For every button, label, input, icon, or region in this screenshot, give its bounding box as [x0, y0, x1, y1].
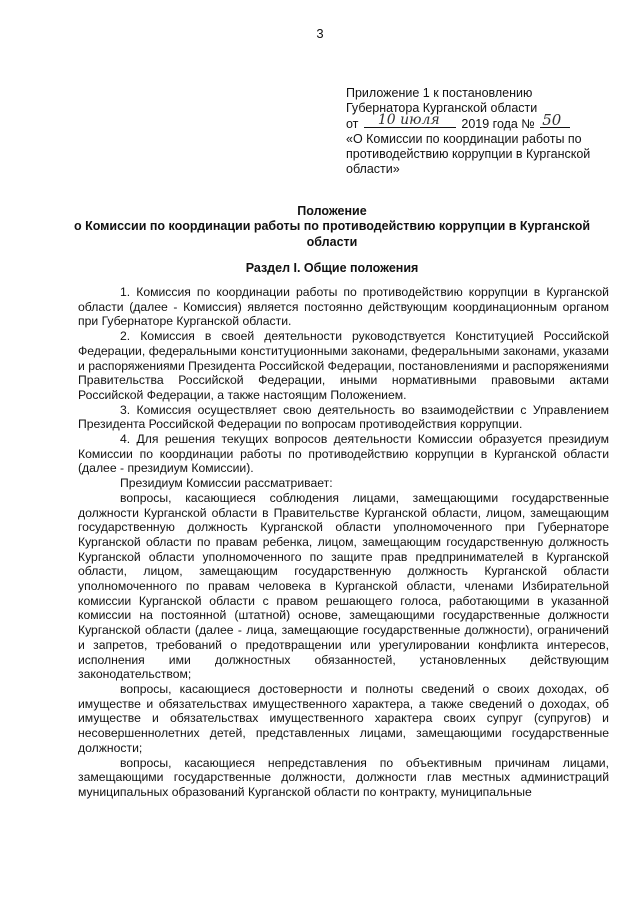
appendix-line-6: области» — [346, 162, 400, 176]
paragraph: 3. Комиссия осуществляет свою деятельность во взаимодействии с Управлением Президента Российской Федерации по вопросам противодействия коррупции. — [78, 402, 609, 432]
appendix-line-4: «О Комиссии по координации работы по — [346, 132, 582, 146]
date-prefix: от — [346, 117, 359, 131]
paragraph: Президиум Комиссии рассматривает: — [120, 476, 333, 491]
paragraph: 1. Комиссия по координации работы по противодействию коррупции в Курганской области (далее - Комиссия) является постоянно действующим координационным органом при Губернаторе Курганской области. — [78, 285, 609, 329]
paragraph: вопросы, касающиеся достоверности и полноты сведений о своих доходах, об имуществе и обязательствах имущественного характера, а также сведений о доходах, об имуществе и обязательствах имущественного характера своих супруг (супругов) и несовершеннолетних детей, представленных лицами, замещающими государственные должности; — [78, 681, 609, 755]
document-subtitle: о Комиссии по координации работы по противодействию коррупции в Курганской области — [73, 219, 591, 249]
paragraph: вопросы, касающиеся соблюдения лицами, замещающими государственные должности Курганской области в Правительстве Курганской области, лицом, замещающим государственную должность Курганской области уполномоченного при Губернаторе Курганской области по правам ребенка, лицом, замещающим государственную должность Курганской области уполномоченного по защите прав предпринимателей в Курганской области, лицом, замещающим государственную должность Курганской области уполномоченного по правам человека в Курганской области, членами Избирательной комиссии Курганской области с правом решающего голоса, работающими в указанной комиссии на постоянной (штатной) основе, замещающими государственные должности Курганской области (далее - лица, замещающие государственные должности), ограничений и запретов, требований о предотвращении или урегулировании конфликта интересов, исполнения ими должностных обязанностей, установленных действующим законодательством; — [78, 490, 609, 682]
document-body — [78, 285, 609, 800]
appendix-line-2: Губернатора Курганской области — [346, 101, 538, 115]
appendix-date-line — [346, 111, 616, 132]
appendix-line-5: противодействию коррупции в Курганской — [346, 147, 591, 161]
paragraph: 4. Для решения текущих вопросов деятельности Комиссии образуется президиум Комиссии по координации работы по противодействию коррупции в Курганской области (далее - президиум Комиссии). — [78, 432, 609, 476]
document-title: Положение — [297, 204, 367, 218]
paragraph: 2. Комиссия в своей деятельности руководствуется Конституцией Российской Федерации, федеральными конституционными законами, федеральными законами, указами и распоряжениями Президента Российской Федерации, постановлениями и распоряжениями Правительства Российской Федерации, иными нормативными правовыми актами Российской Федерации, а также настоящим Положением. — [78, 329, 609, 402]
appendix-line-1: Приложение 1 к постановлению — [346, 86, 533, 100]
number-signature-field — [540, 111, 570, 129]
section-title: Раздел I. Общие положения — [245, 261, 419, 275]
page-number: 3 — [316, 26, 324, 41]
handwritten-number: 50 — [542, 111, 562, 129]
appendix-header — [346, 86, 616, 177]
date-signature-field — [364, 112, 456, 128]
paragraph: вопросы, касающиеся непредставления по объективным причинам лицами, замещающими государственные должности, должности глав местных администраций муниципальных образований Курганской области по контракту, муниципальные — [78, 755, 609, 799]
date-year: 2019 года № — [461, 117, 535, 131]
handwritten-date: 10 июля — [377, 112, 440, 128]
